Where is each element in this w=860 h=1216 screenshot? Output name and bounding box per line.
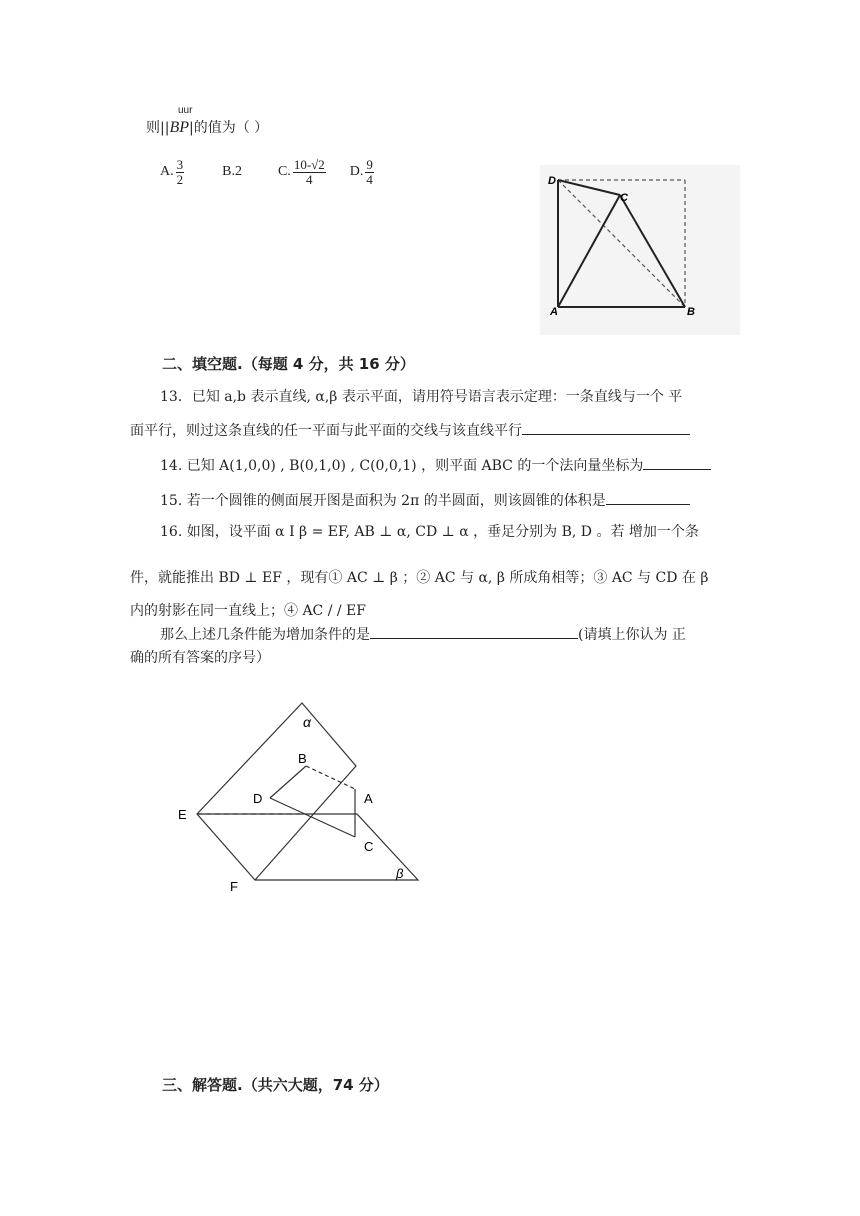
q14-text: 14. 已知 A(1,0,0) , B(0,1,0) , C(0,0,1) ，则平面 ABC 的一个法向量坐标为 bbox=[160, 458, 644, 474]
choice-d-fraction bbox=[365, 158, 374, 187]
choice-a bbox=[160, 158, 186, 187]
q13-line1: 13．已知 a,b 表示直线, α,β 表示平面，请用符号语言表示定理：一条直线与一个 平 bbox=[160, 389, 683, 405]
q16-line4-tail: (请填上你认为 正 bbox=[578, 627, 686, 643]
label-alpha: α bbox=[303, 714, 311, 730]
figure-background bbox=[540, 165, 740, 335]
q16-line2: 件，就能推出 BD ⊥ EF ，现有① AC ⊥ β ；② AC 与 α, β 所成角相等；③ AC 与 CD 在 β bbox=[130, 570, 709, 586]
choice-d bbox=[350, 158, 376, 187]
q12-stem bbox=[146, 119, 268, 137]
q16-line3: 内的射影在同一直线上；④ AC / / EF bbox=[130, 603, 366, 619]
q16-answer-blank[interactable] bbox=[370, 624, 578, 639]
choice-a-den: 2 bbox=[176, 171, 184, 187]
q13-line2-text: 面平行，则过这条直线的任一平面与此平面的交线与该直线平行 bbox=[130, 423, 522, 439]
q16-line1: 16. 如图，设平面 α I β = EF, AB ⊥ α, CD ⊥ α ，垂足分别为 B, D 。若 增加一个条 bbox=[160, 524, 699, 540]
q16-line4-text: 那么上述几条件能为增加条件的是 bbox=[160, 627, 370, 643]
label-c-16: C bbox=[364, 839, 374, 854]
choice-b-label: B.2 bbox=[222, 164, 242, 179]
choice-c-den: 4 bbox=[306, 171, 313, 187]
q13-line2 bbox=[130, 420, 690, 441]
q12-choices bbox=[160, 152, 376, 192]
choice-c-label: C. bbox=[277, 164, 291, 179]
label-c: C bbox=[620, 192, 628, 204]
choice-d-den: 4 bbox=[366, 171, 373, 187]
q15-line bbox=[160, 490, 690, 511]
choice-d-label: D. bbox=[349, 164, 364, 179]
choice-c-fraction bbox=[293, 158, 326, 187]
label-d-16: D bbox=[253, 791, 263, 806]
label-e: E bbox=[178, 807, 187, 822]
q12-figure bbox=[540, 165, 740, 335]
section-3-title: 三、解答题.（共六大题，74 分） bbox=[162, 1076, 389, 1094]
q15-text: 15. 若一个圆锥的侧面展开图是面积为 2π 的半圆面，则该圆锥的体积是 bbox=[160, 493, 606, 509]
q12-prefix: 则|| bbox=[146, 120, 170, 136]
segment-db bbox=[270, 766, 306, 798]
choice-a-num: 3 bbox=[176, 156, 184, 172]
vector-bp: BP bbox=[169, 119, 189, 136]
q13-answer-blank[interactable] bbox=[522, 420, 690, 435]
segment-ba-dashed bbox=[306, 766, 355, 789]
q12-suffix: |的值为（ ） bbox=[188, 120, 269, 136]
choice-a-label: A. bbox=[160, 164, 174, 179]
q16-figure bbox=[170, 695, 430, 895]
q16-line4 bbox=[160, 624, 686, 645]
label-b-16: B bbox=[298, 751, 307, 766]
plane-beta-outline bbox=[197, 814, 418, 880]
arrow-mark: uur bbox=[178, 105, 193, 116]
label-a: A bbox=[550, 306, 558, 318]
choice-c-num: 10-√2 bbox=[293, 156, 325, 172]
q14-line bbox=[160, 455, 711, 476]
label-a-16: A bbox=[364, 791, 373, 806]
label-d: D bbox=[548, 175, 556, 187]
segment-cd bbox=[270, 798, 355, 837]
section-2-title: 二、填空题.（每题 4 分，共 16 分） bbox=[162, 355, 415, 373]
label-beta: β bbox=[396, 866, 404, 881]
choice-a-fraction bbox=[176, 158, 185, 187]
q16-line5: 确的所有答案的序号） bbox=[130, 650, 270, 666]
choice-d-num: 9 bbox=[366, 156, 373, 172]
label-f: F bbox=[230, 879, 238, 894]
label-b: B bbox=[687, 306, 695, 318]
q15-answer-blank[interactable] bbox=[606, 490, 690, 505]
choice-b bbox=[222, 164, 242, 180]
choice-c bbox=[278, 158, 328, 187]
q14-answer-blank[interactable] bbox=[643, 455, 711, 470]
